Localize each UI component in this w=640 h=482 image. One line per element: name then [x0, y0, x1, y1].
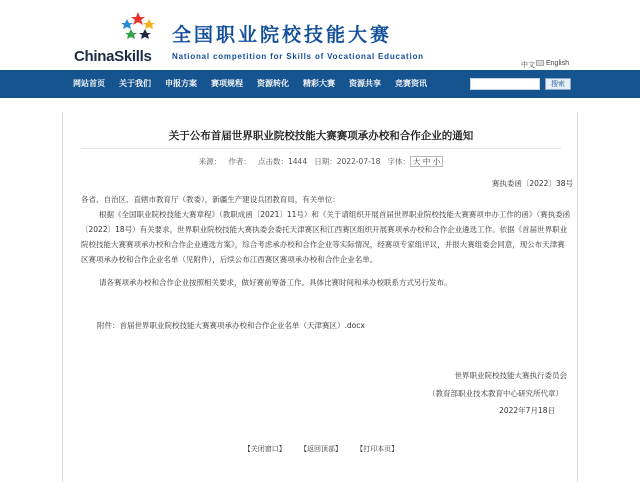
- nav-item-news[interactable]: 竞赛资讯: [395, 79, 427, 88]
- search-input[interactable]: [470, 78, 540, 90]
- close-window-link[interactable]: 【关闭窗口】: [243, 445, 286, 453]
- meta-author: 作者：: [228, 157, 251, 166]
- nav-items: [66, 70, 434, 98]
- main-nav: [0, 70, 640, 98]
- site-title: 全国职业院校技能大赛: [172, 24, 393, 46]
- title-divider: [81, 148, 561, 149]
- back-to-top-link[interactable]: 【返回顶部】: [300, 445, 342, 453]
- meta-clicks: 点击数：1444: [258, 157, 308, 166]
- paragraph-2: 请各赛项承办校和合作企业按照相关要求，做好赛前筹备工作。具体比赛时间和承办校联系方式另行发布。: [99, 278, 452, 287]
- print-page-link[interactable]: 【打印本页】: [356, 445, 399, 453]
- signature-date: 2022年7月18日: [499, 406, 555, 415]
- article-meta: [63, 156, 579, 167]
- font-size-toggle[interactable]: 大 中 小: [410, 156, 443, 167]
- meta-date: 日期：2022-07-18: [314, 157, 381, 166]
- nav-item-share[interactable]: 资源共享: [349, 79, 381, 88]
- nav-item-apply[interactable]: 申报方案: [165, 79, 197, 88]
- chinaskills-logo[interactable]: [74, 8, 158, 66]
- lang-english-link[interactable]: English: [546, 60, 569, 67]
- article-title: 关于公布首届世界职业院校技能大赛赛项承办校和合作企业的通知: [168, 130, 474, 142]
- lang-chinese-link[interactable]: 中文: [521, 62, 535, 69]
- salutation: 各省、自治区、直辖市教育厅（教委），新疆生产建设兵团教育局，有关单位：: [81, 195, 340, 204]
- stars-logo-icon: [118, 10, 158, 44]
- flag-icon: [536, 60, 544, 66]
- paragraph-1: 根据《全国职业院校技能大赛章程》（教职成函〔2021〕11号）和《关于请组织开展首届世界职业院校技能大赛赛项申办工作的函》（赛执委函〔2022〕18号）有关要求，世界职业院校技能大赛执委会委托天津赛区和江西赛区组织开展赛项承办校和合作企业遴选工作。依据《首届世界职业院校技能大赛赛项承办校和合作企业遴选方案》，综合考虑承办校和合作企业等实际情况，经赛项专家组评议，并报大赛组委会同意，现公布天津赛区赛项承办校和合作企业名单（见附件），后续公布江西赛区赛项承办校和合作企业名单。: [81, 210, 571, 264]
- site-header: [0, 0, 640, 70]
- attachment-link[interactable]: 附件：首届世界职业院校技能大赛赛项承办校和合作企业名单（天津赛区）.docx: [97, 321, 365, 330]
- article-panel: [62, 112, 578, 482]
- nav-item-rules[interactable]: 赛项规程: [211, 79, 243, 88]
- meta-font-label: 字体：: [387, 157, 411, 166]
- nav-item-home[interactable]: 网站首页: [73, 79, 105, 88]
- site-subtitle: National competition for Skills of Vocational Education: [172, 52, 424, 61]
- nav-item-about[interactable]: 关于我们: [119, 79, 151, 88]
- logo-wordmark: ChinaSkills: [74, 48, 152, 65]
- nav-item-resources[interactable]: 资源转化: [257, 79, 289, 88]
- footer-links: [63, 444, 579, 454]
- signature-org: 世界职业院校技能大赛执行委员会: [454, 371, 567, 380]
- search-button[interactable]: 搜索: [545, 78, 571, 90]
- meta-source: 来源：: [198, 157, 222, 166]
- nav-item-highlights[interactable]: 精彩大赛: [303, 79, 335, 88]
- signature-seal: （教育部职业技术教育中心研究所代章）: [428, 389, 563, 398]
- document-number: 赛执委函〔2022〕38号: [491, 179, 573, 188]
